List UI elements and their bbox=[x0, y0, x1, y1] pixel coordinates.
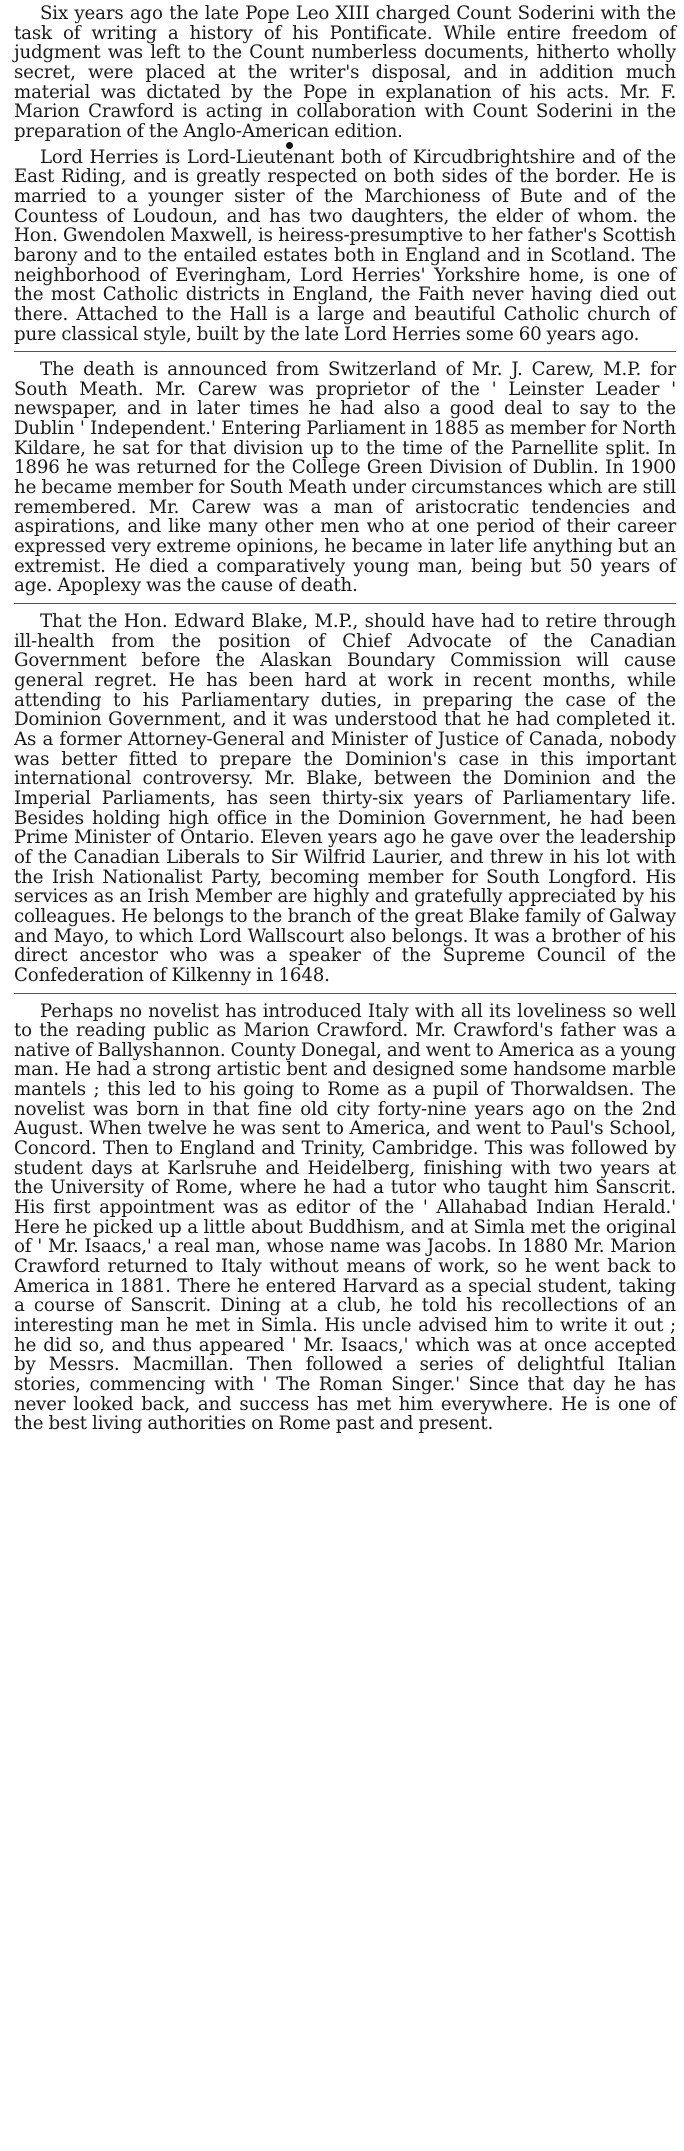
paragraph-soderini-history: Six years ago the late Pope Leo XIII charged Count Soderini with the task of writing a history of his Pontificate. While entire freedom of judgment was left to the Count numberless documents, hitherto wholly secret, were placed at the writer's disposal, and in addition much material was dictated by the Pope in explanation of his acts. Mr. F. Marion Crawford is acting in collaboration with Count Soderini in the preparation of the Anglo-American edition. bbox=[14, 3, 676, 142]
column-divider bbox=[14, 993, 676, 994]
column-divider bbox=[14, 351, 676, 352]
column-divider bbox=[14, 603, 676, 604]
paragraph-marion-crawford: Perhaps no novelist has introduced Italy with all its loveliness so well to the reading public as Marion Crawford. Mr. Crawford's father was a native of Ballyshannon. County Donegal, and went to America as a young man. He had a strong artistic bent and designed some handsome marble mantels ; this led to his going to Rome as a pupil of Thorwaldsen. The novelist was born in that fine old city forty-nine years ago on the 2nd August. When twelve he was sent to America, and went to Paul's School, Concord. Then to England and Trinity, Cambridge. This was followed by student days at Karlsruhe and Heidelberg, finishing with two years at the University of Rome, where he had a tutor who taught him Sanscrit. His first appointment was as editor of the ' Allahabad Indian Herald.' Here he picked up a little about Buddhism, and at Simla met the original of ' Mr. Isaacs,' a real man, whose name was Jacobs. In 1880 Mr. Marion Crawford returned to Italy without means of work, so he went back to America in 1881. There he entered Harvard as a special student, taking a course of Sanscrit. Dining at a club, he told his recollections of an interesting man he met in Simla. His uncle advised him to write it out ; he did so, and thus appeared ' Mr. Isaacs,' which was at once accepted by Messrs. Macmillan. Then followed a series of delightful Italian stories, commencing with ' The Roman Singer.' Since that day he has never looked back, and success has met him everywhere. He is one of the best living authorities on Rome past and present. bbox=[14, 1000, 676, 1435]
paragraph-carew-death: The death is announced from Switzerland of Mr. J. Carew, M.P. for South Meath. Mr. Carew was proprietor of the ' Leinster Leader ' newspaper, and in later times he had also a good deal to say to the Dublin ' Independent.' Entering Parliament in 1885 as member for North Kildare, he sat for that division up to the time of the Parnellite split. In 1896 he was returned for the College Green Division of Dublin. In 1900 he became member for South Meath under circumstances which are still remembered. Mr. Carew was a man of aristocratic tendencies and aspirations, and like many other men who at one period of their career expressed very extreme opinions, he became in later life anything but an extremist. He died a comparatively young man, being but 50 years of age. Apoplexy was the cause of death. bbox=[14, 359, 676, 597]
paragraph-edward-blake: That the Hon. Edward Blake, M.P., should have had to retire through ill-health from the position of Chief Advocate of the Canadian Government before the Alaskan Boundary Commission will cause general regret. He has been hard at work in recent months, while attending to his Parliamentary duties, in preparing the case of the Dominion Government, and it was understood that he had completed it. As a former Attorney-General and Minister of Justice of Canada, nobody was better fitted to prepare the Dominion's case in this important international controversy. Mr. Blake, between the Dominion and the Imperial Parliaments, has seen thirty-six years of Parliamentary life. Besides holding high office in the Dominion Government, he had been Prime Minister of Ontario. Eleven years ago he gave over the leadership of the Canadian Liberals to Sir Wilfrid Laurier, and threw in his lot with the Irish Nationalist Party, becoming member for South Longford. His services as an Irish Member are highly and gratefully appreciated by his colleagues. He belongs to the branch of the great Blake family of Galway and Mayo, to which Lord Wallscourt also belongs. It was a brother of his direct ancestor who was a speaker of the Supreme Council of the Confederation of Kilkenny in 1648. bbox=[14, 611, 676, 986]
paragraph-lord-herries: Lord Herries is Lord-Lieutenant both of Kircudbrightshire and of the East Riding, and is greatly respected on both sides of the border. He is married to a younger sister of the Marchioness of Bute and of the Countess of Loudoun, and has two daughters, the elder of whom. the Hon. Gwendolen Maxwell, is heiress-presumptive to her father's Scottish barony and to the entailed estates both in England and in Scotland. The neighborhood of Everingham, Lord Herries' Yorkshire home, is one of the most Catholic districts in England, the Faith never having died out there. Attached to the Hall is a large and beautiful Catholic church of pure classical style, built by the late Lord Herries some 60 years ago. bbox=[14, 146, 676, 345]
